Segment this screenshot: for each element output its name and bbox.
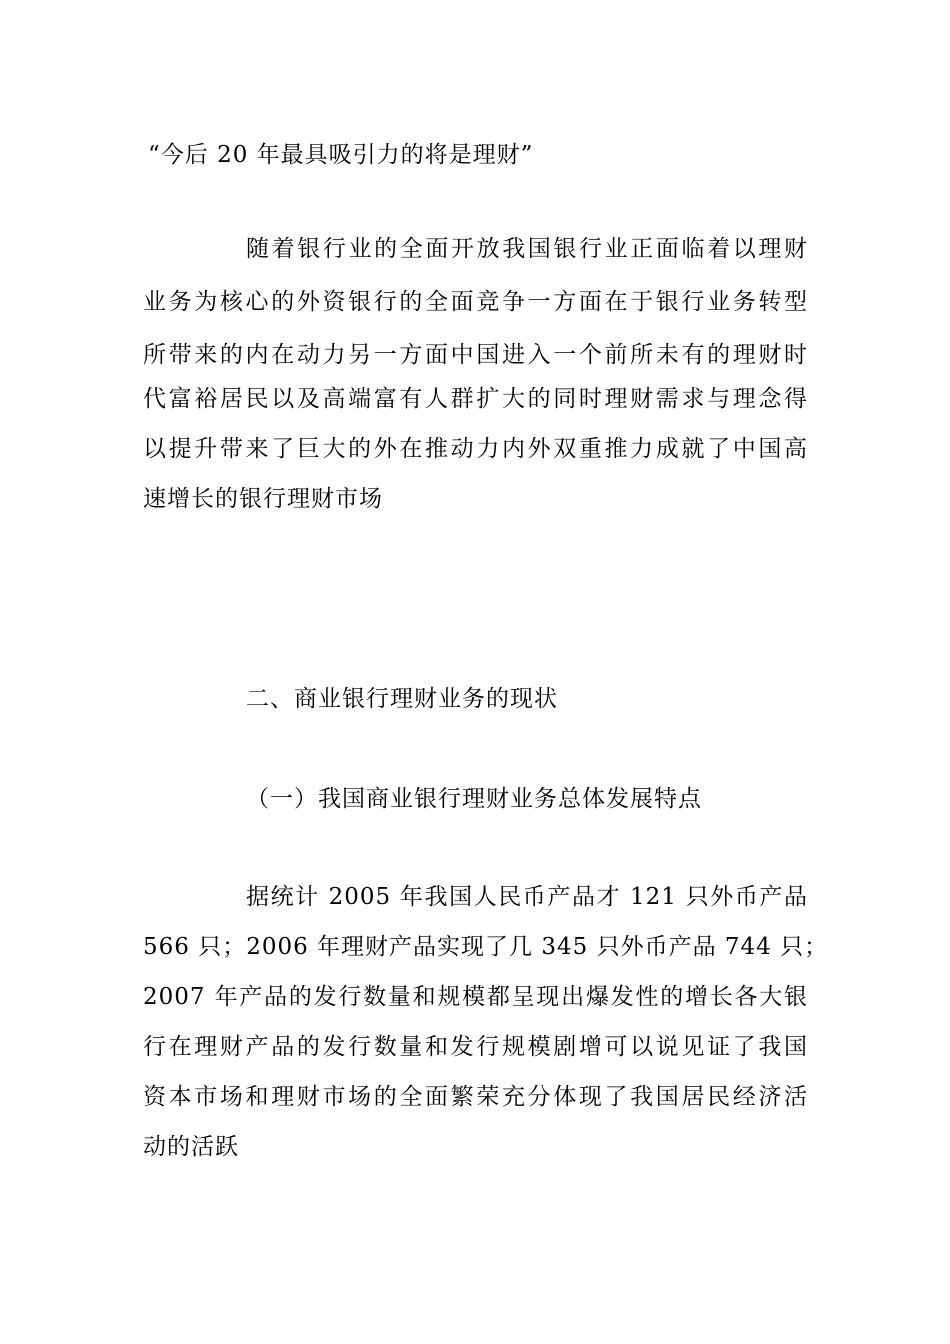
paragraph-1-line: 速增长的银行理财市场 [143, 486, 383, 512]
paragraph-1-line: 代富裕居民以及高端富有人群扩大的同时理财需求与理念得 [143, 386, 808, 412]
paragraph-2-line: 资本市场和理财市场的全面繁荣充分体现了我国居民经济活 [143, 1084, 808, 1110]
paragraph-1-line: 以提升带来了巨大的外在推动力内外双重推力成就了中国高 [143, 436, 808, 462]
paragraph-2-line: 据统计 2005 年我国人民币产品才 121 只外币产品 [246, 884, 808, 910]
section-heading: 二、商业银行理财业务的现状 [246, 686, 558, 712]
paragraph-2-line: 566 只；2006 年理财产品实现了几 345 只外币产品 744 只； [143, 934, 829, 960]
quote-heading: “今后 20 年最具吸引力的将是理财” [148, 142, 534, 168]
subsection-heading: （一）我国商业银行理财业务总体发展特点 [246, 786, 702, 812]
paragraph-2-line: 2007 年产品的发行数量和规模都呈现出爆发性的增长各大银 [143, 984, 808, 1010]
paragraph-2-line: 动的活跃 [143, 1134, 239, 1160]
paragraph-1-line: 随着银行业的全面开放我国银行业正面临着以理财 [246, 236, 808, 262]
paragraph-1-line: 业务为核心的外资银行的全面竞争一方面在于银行业务转型 [143, 289, 808, 315]
paragraph-1-line: 所带来的内在动力另一方面中国进入一个前所未有的理财时 [143, 342, 808, 368]
paragraph-2-line: 行在理财产品的发行数量和发行规模剧增可以说见证了我国 [143, 1034, 808, 1060]
